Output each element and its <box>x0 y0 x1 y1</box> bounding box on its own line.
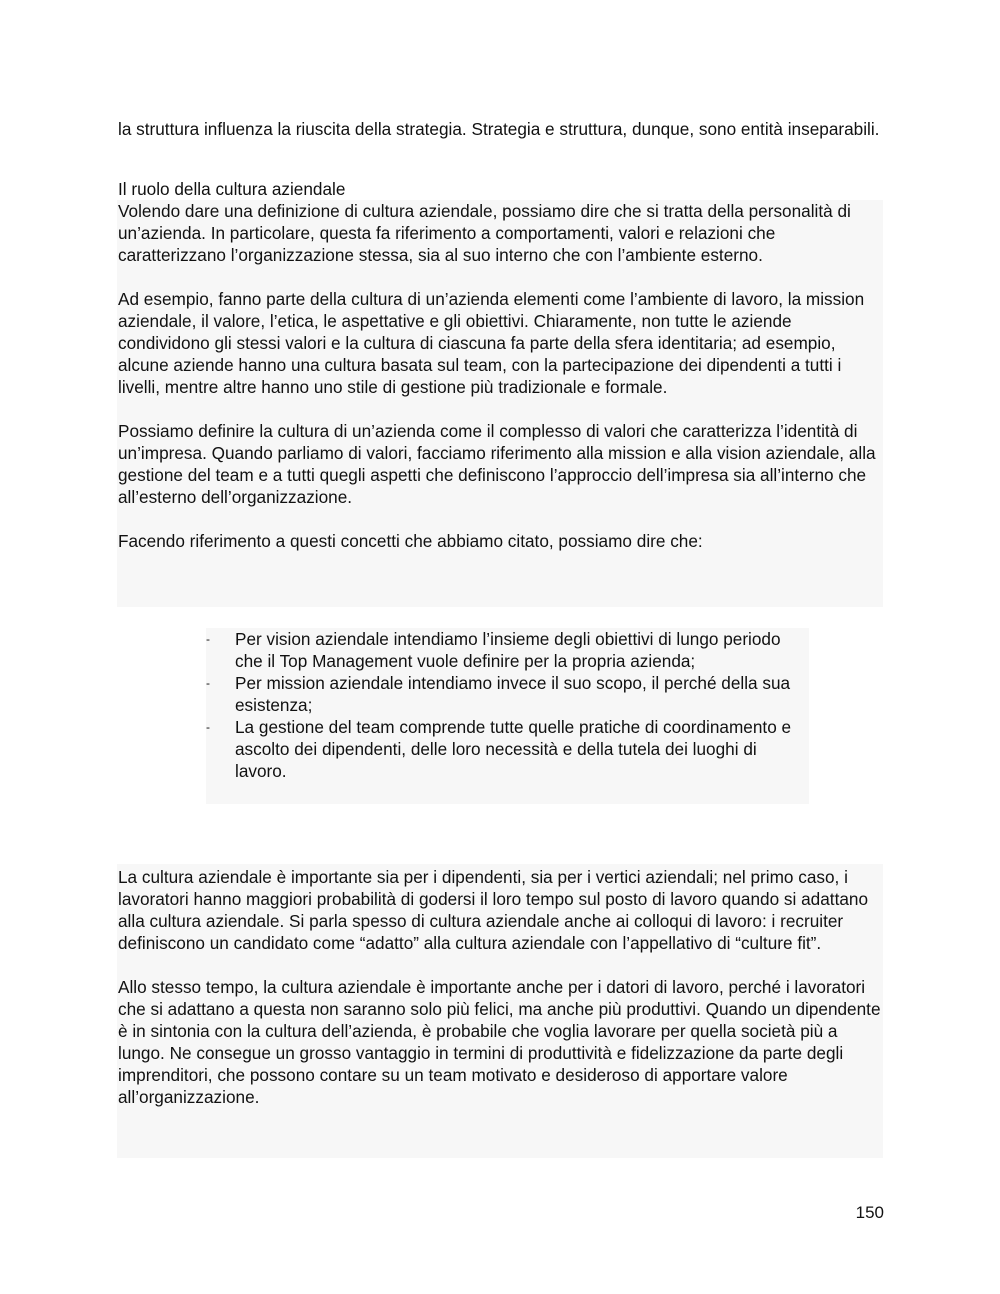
list-item <box>206 672 806 716</box>
intro-paragraph: la struttura influenza la riuscita della strategia. Strategia e struttura, dunque, sono entità inseparabili. <box>118 119 880 139</box>
culture-definition-block <box>118 200 883 552</box>
list-item <box>206 716 806 782</box>
list-item-text: Per mission aziendale intendiamo invece il suo scopo, il perché della sua esistenza; <box>235 673 791 715</box>
body-paragraph: Possiamo definire la cultura di un’azienda come il complesso di valori che caratterizza l’identità di un’impresa. Quando parliamo di valori, facciamo riferimento alla mission e alla vision aziendale, alla gestione del team e a tutti quegli aspetti che definiscono l’approccio dell’impresa sia all’interno che all’esterno dell’organizzazione. <box>118 421 876 507</box>
body-paragraph: Volendo dare una definizione di cultura aziendale, possiamo dire che si tratta della personalità di un’azienda. In particolare, questa fa riferimento a comportamenti, valori e relazioni che caratterizzano l’organizzazione stessa, sia al suo interno che con l’ambiente esterno. <box>118 201 851 265</box>
list-item <box>206 628 806 672</box>
list-item-text: Per vision aziendale intendiamo l’insieme degli obiettivi di lungo periodo che il Top Management vuole definire per la propria azienda; <box>235 629 781 671</box>
body-paragraph: La cultura aziendale è importante sia per i dipendenti, sia per i vertici aziendali; nel primo caso, i lavoratori hanno maggiori probabilità di godersi il loro tempo sul posto di lavoro quando si adattano alla cultura aziendale. Si parla spesso di cultura aziendale anche ai colloqui di lavoro: i recruiter definiscono un candidato come “adatto” alla cultura aziendale con l’appellativo di “culture fit”. <box>118 867 869 953</box>
bullet-marker: - <box>206 676 210 690</box>
list-item-text: La gestione del team comprende tutte quelle pratiche di coordinamento e ascolto dei dipendenti, delle loro necessità e della tutela dei luoghi di lavoro. <box>235 717 792 781</box>
section-heading: Il ruolo della cultura aziendale <box>118 179 346 199</box>
bullet-marker: - <box>206 720 210 734</box>
bullet-marker: - <box>206 632 210 646</box>
concept-list <box>206 628 806 782</box>
body-paragraph: Ad esempio, fanno parte della cultura di un’azienda elementi come l’ambiente di lavoro, la mission aziendale, il valore, l’etica, le aspettative e gli obiettivi. Chiaramente, non tutte le aziende condividono gli stessi valori e la cultura di ciascuna fa parte della sfera identitaria; ad esempio, alcune aziende hanno una cultura basata sul team, con la partecipazione dei dipendenti a tutti i livelli, mentre altre hanno uno stile di gestione più tradizionale e formale. <box>118 289 865 397</box>
body-paragraph: Facendo riferimento a questi concetti che abbiamo citato, possiamo dire che: <box>118 531 703 551</box>
page-number: 150 <box>855 1203 884 1222</box>
body-paragraph: Allo stesso tempo, la cultura aziendale è importante anche per i datori di lavoro, perché i lavoratori che si adattano a questa non saranno solo più felici, ma anche più produttivi. Quando un dipendente è in sintonia con la cultura dell’azienda, è probabile che voglia lavorare per quella società più a lungo. Ne consegue un grosso vantaggio in termini di produttività e fidelizzazione da parte degli imprenditori, che possono contare su un team motivato e desideroso di apportare valore all’organizzazione. <box>118 977 881 1107</box>
culture-importance-block <box>118 866 883 1108</box>
